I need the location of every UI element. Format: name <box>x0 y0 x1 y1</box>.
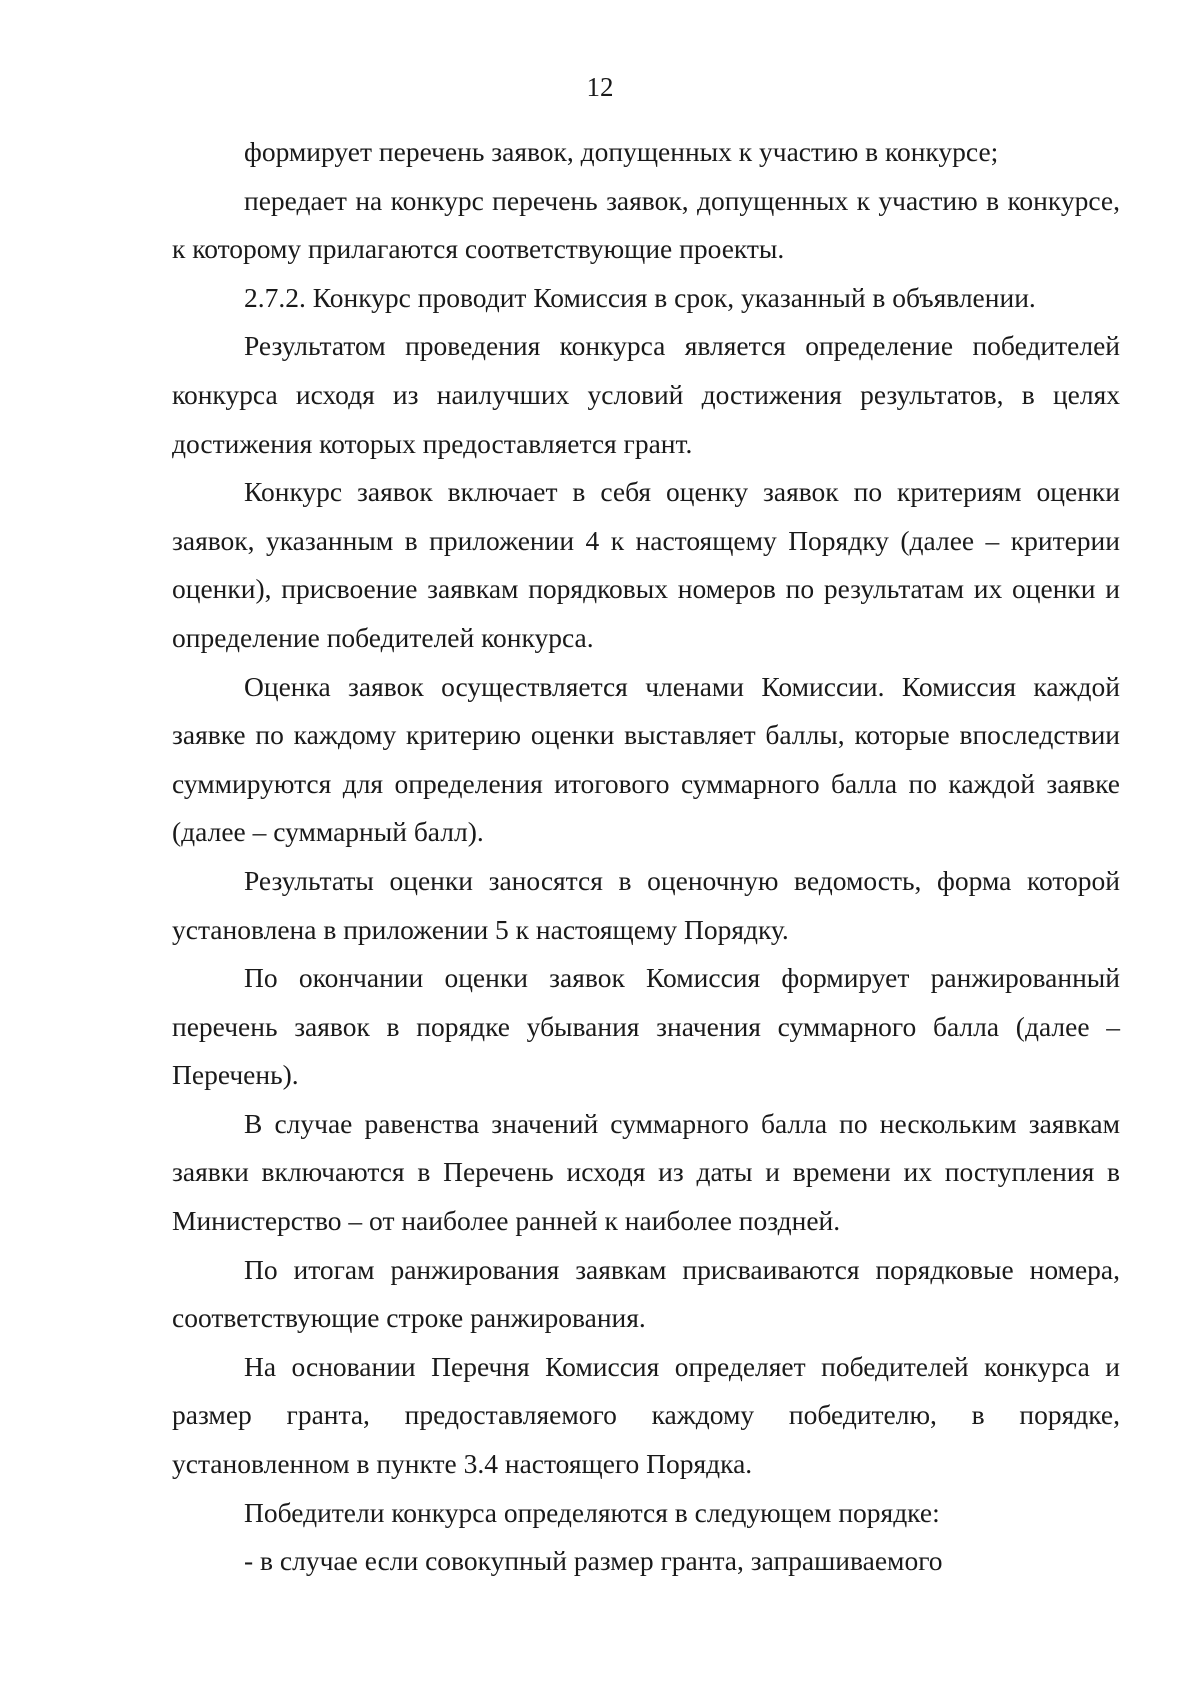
page-number: 12 <box>586 72 614 102</box>
paragraph-13: - в случае если совокупный размер гранта, запрашиваемого <box>244 1545 943 1577</box>
paragraph-4: Результатом проведения конкурса является определение победителей конкурса исходя из наилучших условий достижения результатов, в целях достижения которых предоставляется грант. <box>172 330 1120 459</box>
paragraph-2: передает на конкурс перечень заявок, допущенных к участию в конкурсе, к которому прилагаются соответствующие проекты. <box>172 184 1120 265</box>
paragraph-12: Победители конкурса определяются в следующем порядке: <box>244 1496 940 1528</box>
paragraph-5: Конкурс заявок включает в себя оценку заявок по критериям оценки заявок, указанным в приложении 4 к настоящему Порядку (далее – критерии оценки), присвоение заявкам порядковых номеров по результатам их оценки и определение победителей конкурса. <box>172 476 1120 653</box>
paragraph-1: формирует перечень заявок, допущенных к участию в конкурсе; <box>244 136 999 167</box>
paragraph-9: В случае равенства значений суммарного балла по нескольким заявкам заявки включаются в Перечень исходя из даты и времени их поступления в Министерство – от наиболее ранней к наиболее поздней. <box>172 1107 1120 1237</box>
paragraph-8: По окончании оценки заявок Комиссия формирует ранжированный перечень заявок в порядке убывания значения суммарного балла (далее – Перечень). <box>172 962 1120 1091</box>
document-body <box>172 128 1120 1586</box>
paragraph-3: 2.7.2. Конкурс проводит Комиссия в срок, указанный в объявлении. <box>244 281 1036 313</box>
paragraph-7: Результаты оценки заносятся в оценочную ведомость, форма которой установлена в приложении 5 к настоящему Порядку. <box>172 864 1120 945</box>
paragraph-6: Оценка заявок осуществляется членами Комиссии. Комиссия каждой заявке по каждому критерию оценки выставляет баллы, которые впоследствии суммируются для определения итогового суммарного балла по каждой заявке (далее – суммарный балл). <box>172 670 1120 848</box>
paragraph-11: На основании Перечня Комиссия определяет победителей конкурса и размер гранта, предоставляемого каждому победителю, в порядке, установленном в пункте 3.4 настоящего Порядка. <box>172 1350 1120 1480</box>
paragraph-10: По итогам ранжирования заявкам присваиваются порядковые номера, соответствующие строке ранжирования. <box>172 1253 1120 1334</box>
